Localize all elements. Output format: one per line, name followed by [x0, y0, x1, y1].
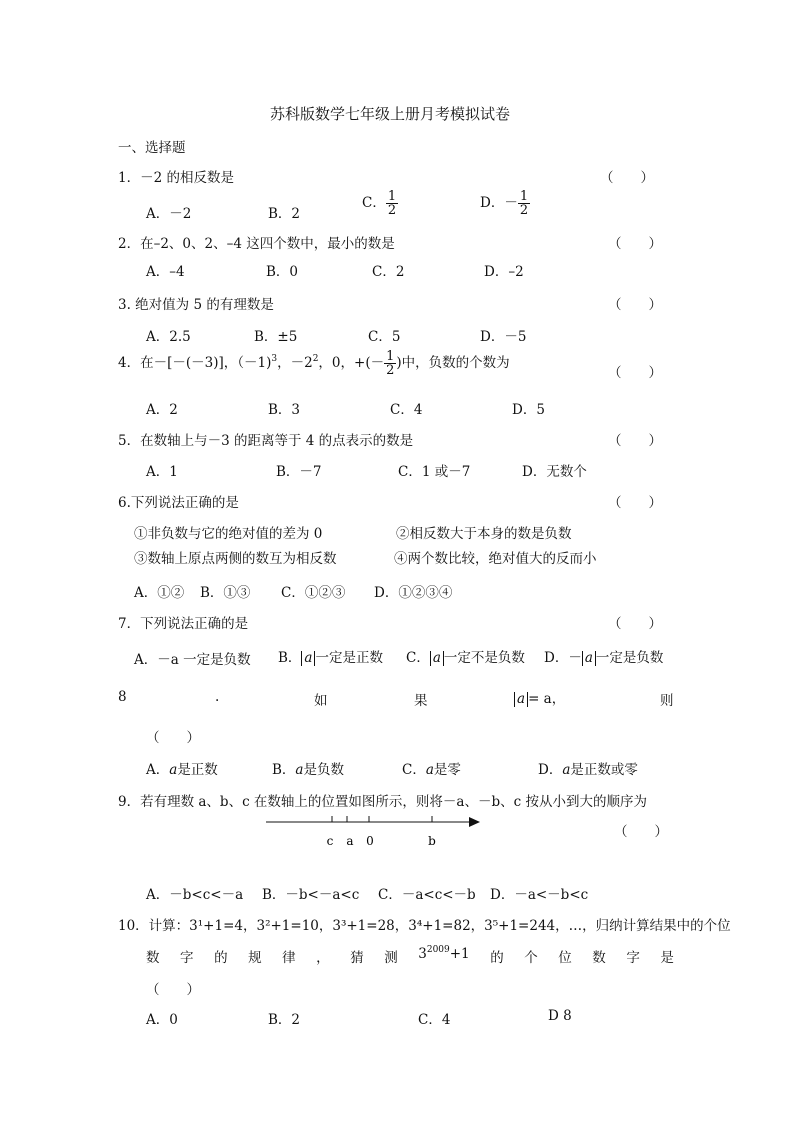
- q3-stem: 3. 绝对值为 5 的有理数是: [118, 297, 274, 313]
- q8-number: 8: [118, 689, 127, 705]
- q5-bracket: （ ）: [608, 433, 662, 449]
- q8-char: 果: [414, 693, 428, 709]
- q10-line2: 数 字 的 规 律 ， 猜 测 $3^{2009}+1$ 的 个 位 数 字 是: [146, 945, 674, 966]
- q1-option-c: C． $\frac{1}{2}$: [362, 189, 397, 218]
- power-expression: $3^{2009}+1$: [418, 945, 470, 962]
- q10-option-c: C．4: [418, 1012, 451, 1028]
- q7-option-b: B． a 一定是正数: [278, 650, 383, 666]
- q8-option-a: A．a是正数: [146, 762, 218, 778]
- q7-option-c: C． a 一定不是负数: [406, 650, 525, 666]
- fraction: $\frac{1}{2}$: [519, 189, 529, 218]
- q1-option-d: D．－ $\frac{1}{2}$: [480, 189, 529, 218]
- q6-option-d: D．①②③④: [374, 585, 453, 601]
- q1-option-a: A．－2: [146, 206, 192, 222]
- q2-option-d: D．–2: [484, 264, 524, 280]
- q4-stem: 4．在－[－(－3)]，（－1)$^3$，$-2^2$，0，+(－ $\frac{1}{2}$ )中，负数的个数为: [118, 349, 510, 378]
- q1-bracket: （ ）: [600, 170, 654, 186]
- q3-bracket: （ ）: [608, 297, 662, 313]
- tick-label: 0: [366, 834, 374, 848]
- q2-stem: 2．在–2、0、2、–4 这四个数中，最小的数是: [118, 236, 395, 252]
- q5-option-c: C．1 或－7: [398, 464, 471, 480]
- q6-stem: 6.下列说法正确的是: [118, 495, 239, 511]
- q4-option-a: A．2: [146, 402, 178, 418]
- q6-statement-4: ④两个数比较，绝对值大的反而小: [394, 551, 597, 567]
- fraction: $\frac{1}{2}$: [387, 189, 397, 218]
- q9-option-b: B．－b<－a<c: [262, 887, 360, 903]
- q1-stem: 1．－2 的相反数是: [118, 170, 234, 186]
- q8-dot: .: [215, 689, 220, 705]
- q3-option-a: A．2.5: [146, 329, 191, 345]
- q8-option-c: C．a是零: [402, 762, 461, 778]
- q10-option-b: B．2: [268, 1012, 301, 1028]
- q8-option-b: B．a是负数: [272, 762, 344, 778]
- q2-option-a: A．–4: [146, 264, 185, 280]
- q7-bracket: （ ）: [608, 616, 662, 632]
- q6-statement-3: ③数轴上原点两侧的数互为相反数: [134, 551, 337, 567]
- q6-bracket: （ ）: [608, 495, 662, 511]
- q9-stem: 9．若有理数 a、b、c 在数轴上的位置如图所示，则将－a、－b、c 按从小到大的顺序为: [118, 794, 647, 810]
- q5-stem: 5．在数轴上与－3 的距离等于 4 的点表示的数是: [118, 433, 414, 449]
- q8-option-d: D．a是正数或零: [538, 762, 638, 778]
- absolute-value: a: [582, 651, 596, 666]
- q3-option-b: B．±5: [254, 329, 298, 345]
- q10-bracket: （ ）: [146, 982, 200, 998]
- q3-option-d: D．－5: [480, 329, 527, 345]
- tick-label: b: [428, 834, 436, 848]
- number-line: [262, 812, 492, 852]
- q6-statement-1: ①非负数与它的绝对值的差为 0: [134, 526, 323, 542]
- section-heading: 一、选择题: [118, 140, 186, 156]
- q10-option-a: A．0: [146, 1012, 178, 1028]
- q6-option-b: B．①③: [200, 585, 251, 601]
- arrow-icon: [469, 817, 480, 827]
- absolute-value: a: [301, 651, 315, 666]
- tick-label: a: [346, 834, 354, 848]
- q10-option-d: D 8: [548, 1008, 572, 1024]
- q5-option-a: A．1: [146, 464, 178, 480]
- fraction: $\frac{1}{2}$: [386, 349, 395, 378]
- absolute-value: a: [430, 651, 444, 666]
- q4-option-d: D．5: [512, 402, 545, 418]
- q6-option-a: A．①②: [134, 585, 185, 601]
- q4-option-b: B．3: [268, 402, 301, 418]
- q9-bracket: （ ）: [614, 824, 668, 840]
- q8-char: 则: [660, 693, 674, 709]
- q4-option-c: C．4: [390, 402, 423, 418]
- q9-option-a: A．－b<c<－a: [146, 887, 244, 903]
- q9-option-d: D．－a<－b<c: [490, 887, 589, 903]
- q5-option-d: D．无数个: [522, 464, 587, 480]
- q7-option-a: A．－a 一定是负数: [134, 652, 251, 668]
- q6-statement-2: ②相反数大于本身的数是负数: [396, 526, 572, 542]
- q7-stem: 7．下列说法正确的是: [118, 616, 249, 632]
- q8-char: 如: [314, 693, 328, 709]
- q2-option-c: C．2: [372, 264, 405, 280]
- q8-bracket: （ ）: [146, 730, 200, 746]
- q9-option-c: C．－a<c<－b: [378, 887, 476, 903]
- tick-label: c: [326, 834, 334, 848]
- page-title: 苏科版数学七年级上册月考模拟试卷: [270, 105, 511, 123]
- q7-option-d: D．－ a 一定是负数: [544, 650, 664, 666]
- q2-option-b: B．0: [266, 264, 299, 280]
- q5-option-b: B．－7: [276, 464, 322, 480]
- q2-bracket: （ ）: [608, 236, 662, 252]
- q10-line1: 10．计算：3¹+1=4，3²+1=10，3³+1=28，3⁴+1=82，3⁵+1=244，…，归纳计算结果中的个位: [118, 918, 731, 934]
- q1-option-b: B．2: [268, 206, 301, 222]
- absolute-value: a: [514, 692, 528, 707]
- q6-option-c: C．①②③: [281, 585, 346, 601]
- q3-option-c: C．5: [368, 329, 401, 345]
- q4-bracket: （ ）: [608, 365, 662, 381]
- q8-condition: a = a，: [514, 687, 565, 707]
